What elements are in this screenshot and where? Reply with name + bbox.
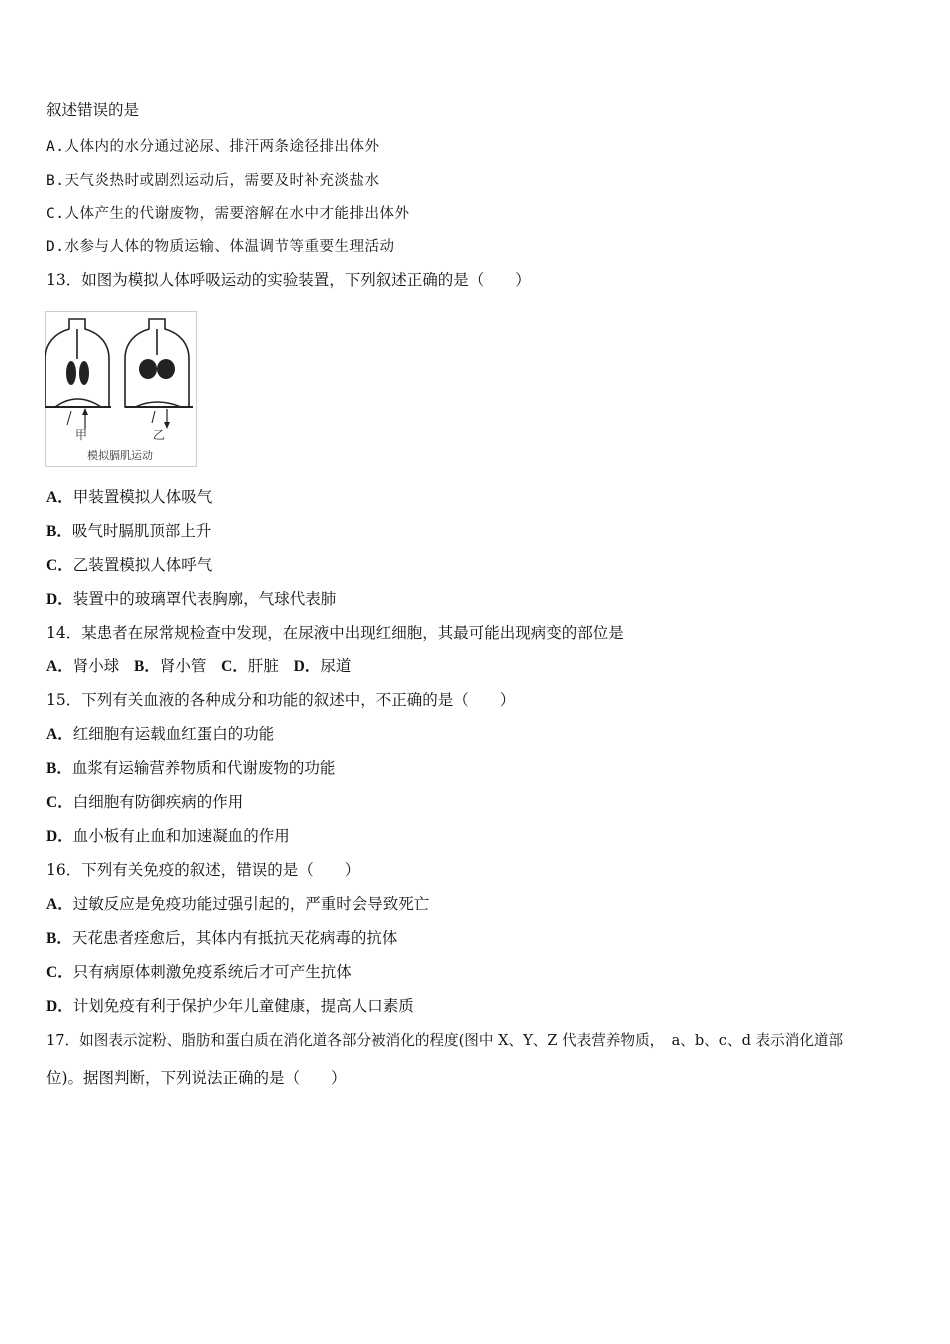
option-text: 天花患者痊愈后，其体内有抵抗天花病毒的抗体 — [71, 929, 398, 947]
option-text: 甲装置模拟人体吸气 — [72, 488, 213, 506]
q14-stem: 14．某患者在尿常规检查中发现，在尿液中出现红细胞，其最可能出现病变的部位是 — [46, 624, 624, 642]
option-text: 肝脏 — [247, 657, 279, 675]
option-text: 乙装置模拟人体呼气 — [72, 556, 213, 574]
q15-option-c — [46, 792, 243, 813]
option-label: C． — [46, 557, 73, 574]
q16-stem: 16．下列有关免疫的叙述，错误的是（ ） — [46, 861, 361, 879]
option-label: B． — [46, 760, 72, 777]
option-text: 尿道 — [320, 657, 352, 675]
option-text: 过敏反应是免疫功能过强引起的，严重时会导致死亡 — [72, 895, 430, 913]
option-label: B． — [46, 930, 72, 947]
option-label: A． — [46, 489, 73, 506]
option-label: A． — [46, 658, 73, 675]
q13-option-b — [46, 521, 211, 542]
option-text: 白细胞有防御疾病的作用 — [72, 793, 244, 811]
q15-option-d — [46, 826, 290, 847]
option-text: 只有病原体刺激免疫系统后才可产生抗体 — [72, 963, 352, 981]
q16-option-c — [46, 962, 352, 983]
option-label: B． — [134, 658, 160, 675]
bell-jar-diaphragm-figure — [45, 311, 197, 467]
option-label: C． — [221, 658, 248, 675]
option-text: 肾小管 — [159, 657, 207, 675]
q13-stem: 13．如图为模拟人体呼吸运动的实验装置，下列叙述正确的是（ ） — [46, 271, 531, 289]
option-text: 吸气时膈肌顶部上升 — [71, 522, 212, 540]
option-text: 肾小球 — [72, 657, 120, 675]
q12-stem-tail: 叙述错误的是 — [46, 101, 140, 119]
q12-option-c: C.人体产生的代谢废物，需要溶解在水中才能排出体外 — [46, 206, 410, 222]
q16-option-b — [46, 928, 397, 949]
q17-stem-line1: 17．如图表示淀粉、脂肪和蛋白质在消化道各部分被消化的程度(图中 X、Y、Z 代表营养物质， a、b、c、d 表示消化道部 — [46, 1032, 844, 1049]
figure-label-right: 乙 — [153, 428, 166, 442]
q13-option-c — [46, 555, 212, 576]
option-label: A． — [46, 896, 73, 913]
option-label: D． — [46, 998, 73, 1015]
option-text: 血小板有止血和加速凝血的作用 — [72, 827, 290, 845]
option-label: A． — [46, 726, 73, 743]
option-text: 装置中的玻璃罩代表胸廓，气球代表肺 — [72, 590, 337, 608]
option-label: D． — [293, 658, 321, 675]
q12-option-a: A.人体内的水分通过泌尿、排汗两条途径排出体外 — [46, 139, 380, 155]
q14-options — [46, 656, 351, 677]
q15-option-b — [46, 758, 335, 779]
option-text: 血浆有运输营养物质和代谢废物的功能 — [71, 759, 336, 777]
q16-option-a — [46, 894, 429, 915]
option-label: D． — [46, 828, 73, 845]
option-label: C． — [46, 794, 73, 811]
q13-option-a — [46, 487, 212, 508]
figure-label-left: 甲 — [75, 428, 88, 442]
option-label: B． — [46, 523, 72, 540]
q16-option-d — [46, 996, 414, 1017]
q12-option-d: D.水参与人体的物质运输、体温调节等重要生理活动 — [46, 239, 395, 255]
q15-option-a — [46, 724, 274, 745]
figure-caption: 模拟膈肌运动 — [87, 449, 153, 462]
option-text: 计划免疫有利于保护少年儿童健康，提高人口素质 — [72, 997, 414, 1015]
q15-stem: 15．下列有关血液的各种成分和功能的叙述中，不正确的是（ ） — [46, 691, 516, 709]
option-label: C． — [46, 964, 73, 981]
q17-stem-line2: 位)。据图判断，下列说法正确的是（ ） — [46, 1069, 347, 1087]
q13-option-d — [46, 589, 336, 610]
q12-option-b: B.天气炎热时或剧烈运动后，需要及时补充淡盐水 — [46, 173, 380, 189]
option-text: 红细胞有运载血红蛋白的功能 — [72, 725, 275, 743]
option-label: D． — [46, 591, 73, 608]
